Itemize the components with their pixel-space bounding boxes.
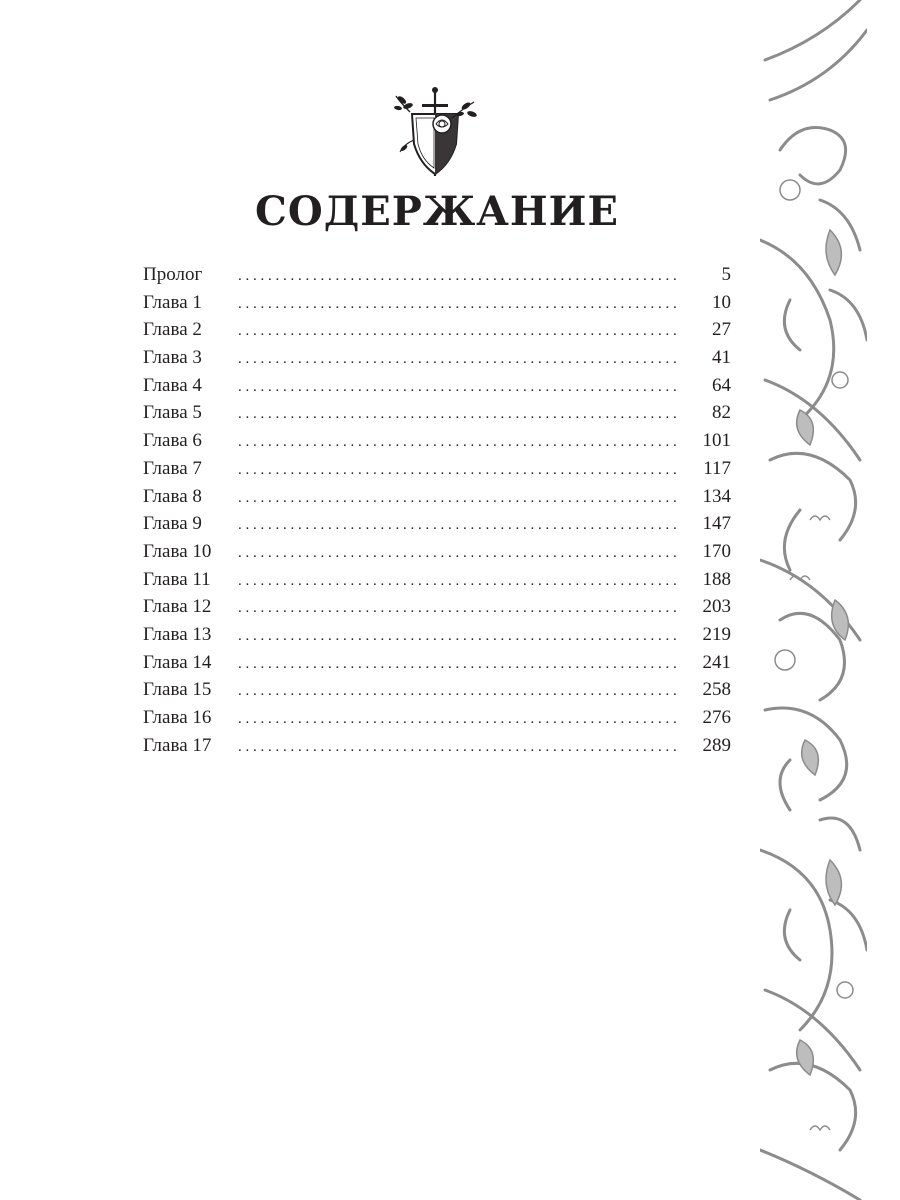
toc-dot-leader [238,268,681,285]
toc-entry [143,513,731,541]
toc-dot-leader [238,545,681,562]
toc-entry-page-number: 258 [702,679,731,701]
page-title: СОДЕРЖАНИЕ [255,188,619,235]
toc-entry [143,347,731,375]
toc-entry [143,569,731,597]
toc-entry [143,596,731,624]
toc-entry-page-number: 27 [712,319,731,341]
toc-dot-leader [238,517,681,534]
toc-dot-leader [238,656,681,673]
toc-dot-leader [238,600,681,617]
toc-entry-page-number: 64 [712,374,731,396]
toc-entry-label: Глава 4 [143,374,202,396]
toc-entry-page-number: 10 [712,291,731,313]
toc-entry-label: Глава 11 [143,568,211,590]
toc-entry-label: Глава 1 [143,291,202,313]
toc-entry [143,624,731,652]
toc-dot-leader [238,490,681,507]
toc-entry [143,541,731,569]
toc-entry-label: Глава 2 [143,319,202,341]
toc-entry-page-number: 241 [702,651,731,673]
toc-entry [143,707,731,735]
toc-entry-label: Глава 17 [143,734,212,756]
toc-entry-page-number: 276 [702,707,731,728]
toc-entry-label: Глава 12 [143,596,212,618]
toc-dot-leader [238,296,681,313]
toc-entry-page-number: 101 [702,430,731,452]
toc-dot-leader [238,462,681,479]
floral-scroll-ornament [760,0,867,1200]
toc-entry-label: Глава 16 [143,707,212,728]
toc-entry-page-number: 203 [702,596,731,618]
table-of-contents [143,264,731,762]
toc-entry-page-number: 41 [712,347,731,369]
toc-entry [143,458,731,486]
toc-dot-leader [238,434,681,451]
toc-entry [143,679,731,707]
toc-entry-label: Глава 14 [143,651,212,673]
toc-entry-page-number: 5 [721,264,731,285]
toc-dot-leader [238,323,681,340]
toc-entry-page-number: 188 [702,568,731,590]
toc-entry-label: Глава 9 [143,513,202,535]
toc-entry [143,264,731,292]
toc-dot-leader [238,628,681,645]
toc-dot-leader [238,379,681,396]
toc-entry-label: Глава 13 [143,623,212,645]
toc-entry-label: Глава 8 [143,485,202,507]
toc-dot-leader [238,739,681,756]
toc-entry-page-number: 134 [702,485,731,507]
toc-entry-page-number: 170 [702,540,731,562]
toc-entry-page-number: 82 [712,402,731,424]
toc-entry-label: Глава 15 [143,679,212,701]
toc-entry-label: Пролог [143,264,203,285]
toc-entry-label: Глава 3 [143,347,202,369]
toc-entry-label: Глава 10 [143,540,212,562]
toc-dot-leader [238,351,681,368]
toc-dot-leader [238,683,681,700]
toc-entry-label: Глава 6 [143,430,202,452]
toc-dot-leader [238,573,681,590]
shield-sword-rose-icon [390,84,480,180]
toc-entry [143,735,731,763]
toc-entry [143,486,731,514]
toc-dot-leader [238,406,681,423]
toc-entry [143,402,731,430]
toc-entry [143,430,731,458]
toc-entry-page-number: 219 [702,623,731,645]
toc-entry [143,319,731,347]
toc-entry-page-number: 289 [702,734,731,756]
toc-entry-label: Глава 7 [143,457,202,479]
toc-entry [143,375,731,403]
toc-entry [143,292,731,320]
toc-entry-page-number: 147 [702,513,731,535]
toc-entry-label: Глава 5 [143,402,202,424]
toc-entry [143,652,731,680]
toc-dot-leader [238,711,681,728]
toc-entry-page-number: 117 [703,457,731,479]
